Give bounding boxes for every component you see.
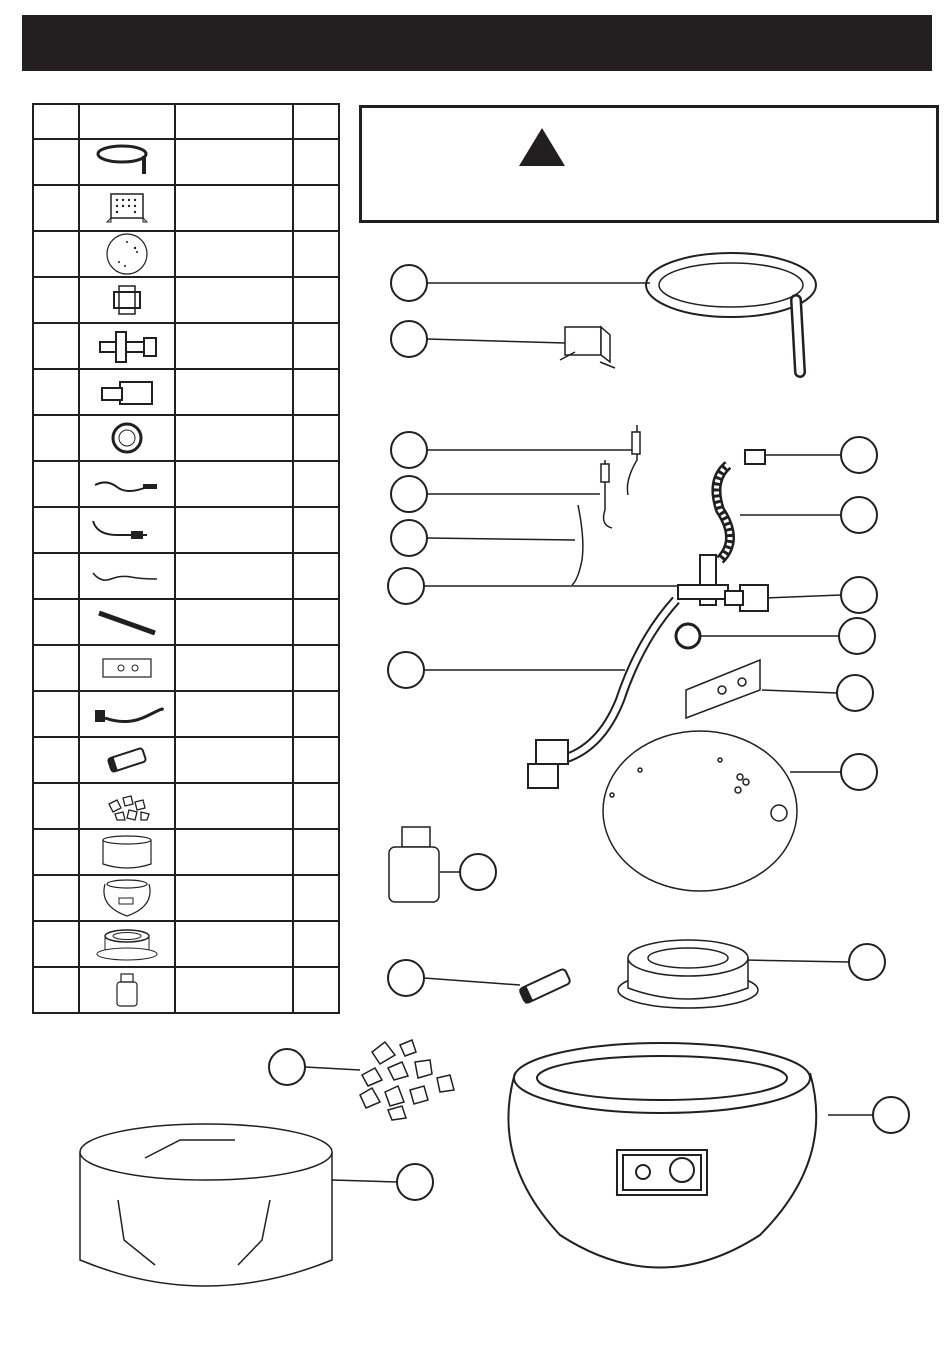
callout-circle [388,652,424,688]
gas-hose [560,600,676,760]
callout-circle [391,265,427,301]
callout-circle [391,321,427,357]
knob [676,624,700,648]
burner-ring [646,253,816,372]
valve-assembly [678,555,728,605]
callout-circle [391,432,427,468]
callout-circle [388,960,424,996]
lava-rocks [360,1040,454,1120]
callout-circle [841,754,877,790]
callout-circle [841,437,877,473]
callout-circle [839,618,875,654]
callout-circle [841,497,877,533]
fire-bowl [508,1043,816,1268]
control-panel-plate [686,660,760,718]
bracket [560,327,615,368]
battery [519,968,571,1004]
callout-circle [388,568,424,604]
callout-circle [837,675,873,711]
burner-plate [603,731,797,891]
bottle [389,827,439,902]
callout-circle [460,854,496,890]
callout-circle [391,476,427,512]
callout-circle [397,1164,433,1200]
callout-circle [391,520,427,556]
callout-circle [841,577,877,613]
fire-ring-insert [618,940,758,1008]
cover [80,1124,332,1286]
callout-circle [873,1097,909,1133]
control-valve [725,585,768,611]
regulator [528,740,568,788]
callout-circle [269,1049,305,1085]
callout-circle [849,944,885,980]
flex-hose [716,450,765,560]
